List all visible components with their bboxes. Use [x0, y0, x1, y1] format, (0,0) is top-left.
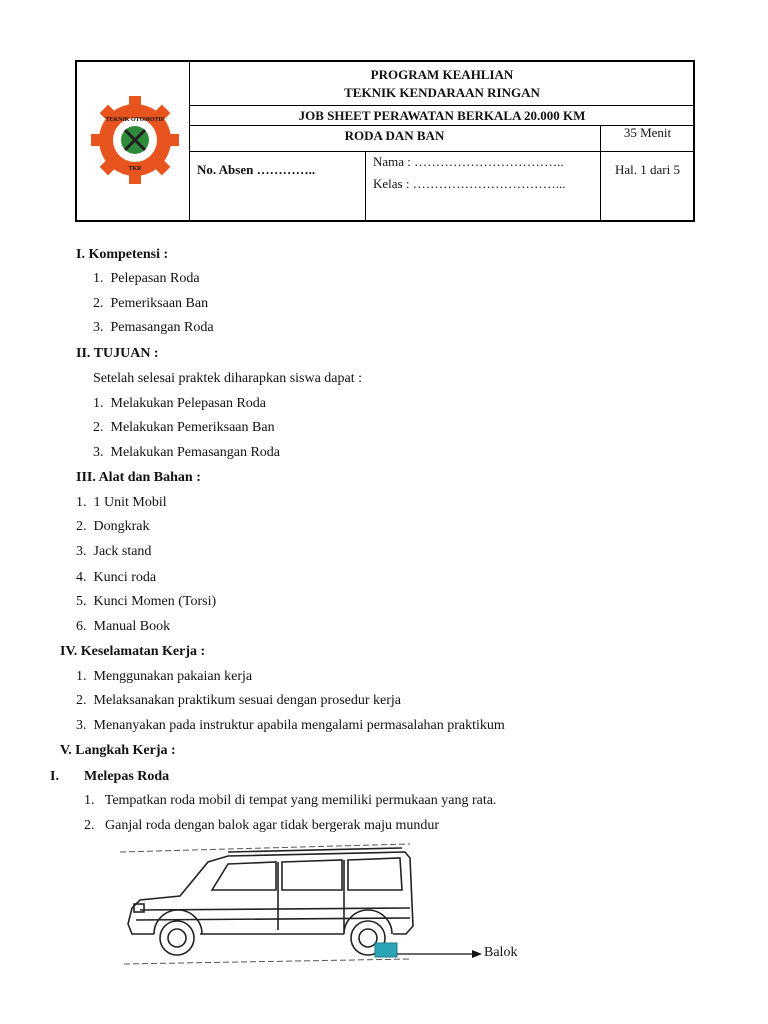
- topic-title: RODA DAN BAN: [344, 128, 445, 143]
- school-logo: [89, 90, 181, 190]
- keselamatan-heading: IV. Keselamatan Kerja :: [60, 644, 206, 659]
- list-item: 3. Melakukan Pemasangan Roda: [93, 445, 281, 460]
- section-number: I.: [50, 769, 59, 784]
- list-item: 2. Melaksanakan praktikum sesuai dengan prosedur kerja: [76, 693, 402, 708]
- list-item: 1. 1 Unit Mobil: [76, 495, 167, 510]
- page-number: Hal. 1 dari 5: [615, 162, 680, 177]
- list-item: 1. Menggunakan pakaian kerja: [76, 669, 253, 684]
- logo-bottom-text: TKR: [128, 166, 142, 172]
- list-item: 5. Kunci Momen (Torsi): [76, 594, 217, 609]
- car-illustration: [110, 838, 530, 968]
- list-item: 2. Pemeriksaan Ban: [93, 296, 209, 311]
- logo-top-text: TEKNIK OTOMOTIF: [105, 117, 165, 123]
- arrow-icon: [472, 950, 482, 958]
- list-item: 1. Tempatkan roda mobil di tempat yang memiliki permukaan yang rata.: [84, 793, 497, 808]
- balok-block: [375, 943, 397, 957]
- divider: [189, 105, 695, 106]
- langkah-heading: V. Langkah Kerja :: [60, 743, 176, 758]
- list-item: 2. Dongkrak: [76, 519, 150, 534]
- list-item: 2. Ganjal roda dengan balok agar tidak bergerak maju mundur: [84, 818, 440, 833]
- list-item: 4. Kunci roda: [76, 570, 157, 585]
- header-table: [75, 60, 695, 222]
- no-absen: No. Absen …………..: [197, 162, 316, 177]
- nama-field: Nama : ……………………………..: [373, 154, 564, 169]
- list-item: 3. Menanyakan pada instruktur apabila mengalami permasalahan praktikum: [76, 718, 505, 733]
- list-item: 2. Melakukan Pemeriksaan Ban: [93, 420, 275, 435]
- tujuan-heading: II. TUJUAN :: [76, 346, 159, 361]
- divider: [189, 151, 695, 152]
- program-line2: TEKNIK KENDARAAN RINGAN: [344, 85, 540, 100]
- balok-label: Balok: [484, 945, 518, 960]
- kompetensi-heading: I. Kompetensi :: [76, 247, 169, 262]
- kelas-field: Kelas : ……………………………...: [373, 176, 566, 191]
- list-item: 1. Melakukan Pelepasan Roda: [93, 396, 267, 411]
- section-title: Melepas Roda: [84, 769, 170, 784]
- jobsheet-title: JOB SHEET PERAWATAN BERKALA 20.000 KM: [298, 108, 586, 123]
- list-item: 1. Pelepasan Roda: [93, 271, 200, 286]
- list-item: 3. Pemasangan Roda: [93, 320, 214, 335]
- divider: [365, 151, 366, 220]
- program-line1: PROGRAM KEAHLIAN: [370, 67, 514, 82]
- duration: 35 Menit: [623, 125, 672, 140]
- alat-heading: III. Alat dan Bahan :: [76, 470, 201, 485]
- list-item: 6. Manual Book: [76, 619, 171, 634]
- tujuan-intro: Setelah selesai praktek diharapkan siswa dapat :: [93, 371, 363, 386]
- list-item: 3. Jack stand: [76, 544, 152, 559]
